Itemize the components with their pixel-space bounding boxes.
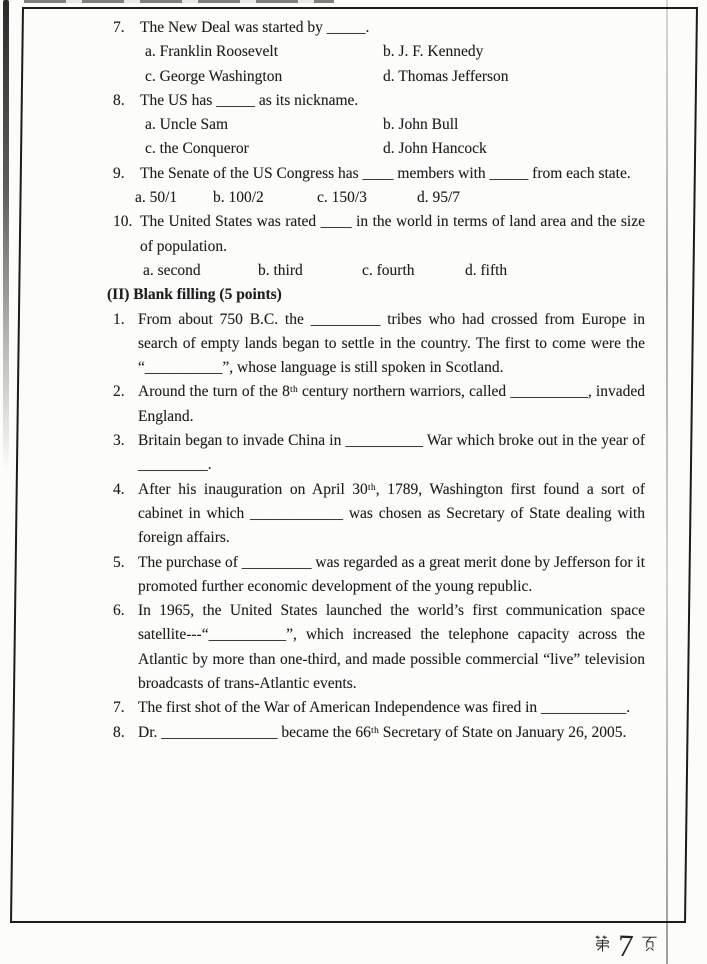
- question-line: [113, 89, 645, 113]
- option-d: d. fifth: [465, 261, 508, 279]
- item-text: Dr. _______________ became the 66ᵗʰ Secretary of State on January 26, 2005.: [138, 723, 627, 741]
- footer-suffix-char: [641, 935, 658, 952]
- option-d: d. John Hancock: [383, 140, 487, 158]
- option-c: c. the Conqueror: [145, 140, 249, 158]
- question-text: The United States was rated ____ in the world in terms of land area and the size of population.: [140, 213, 645, 255]
- blank-item-1: [113, 308, 645, 381]
- blank-item-8: [113, 721, 645, 745]
- question-text: The Senate of the US Congress has ____ members with _____ from each state.: [140, 164, 631, 182]
- question-text: The New Deal was started by _____.: [140, 19, 370, 36]
- item-text: From about 750 B.C. the _________ tribes who had crossed from Europe in search of empty lands began to settle in the country. The first to come were the “__________”, whose language is still spoken in Scotland.: [138, 310, 645, 377]
- options-row: [135, 186, 645, 210]
- scan-edge-artifact-left: [3, 0, 9, 470]
- item-text: Britain began to invade China in __________ War which broke out in the year of _________.: [138, 432, 645, 474]
- option-d: d. Thomas Jefferson: [383, 67, 509, 85]
- option-b: b. 100/2: [213, 189, 264, 207]
- options-grid: [145, 113, 645, 162]
- option-a: a. second: [143, 261, 201, 279]
- options-grid: [145, 40, 645, 89]
- options-row: [143, 259, 645, 283]
- blank-item-4: [113, 478, 645, 551]
- item-number: 4.: [113, 480, 125, 498]
- footer-prefix-char: [594, 935, 611, 952]
- blank-item-2: [113, 380, 645, 429]
- option-c: c. fourth: [362, 261, 415, 279]
- blank-item-5: [113, 551, 645, 600]
- page-footer: [594, 924, 658, 962]
- mc-question-7: [113, 16, 645, 89]
- option-b: b. J. F. Kennedy: [383, 43, 484, 61]
- mc-question-9: [113, 162, 645, 211]
- scan-edge-artifact-top: [24, 0, 334, 3]
- exam-content: [107, 16, 645, 745]
- option-b: b. third: [258, 261, 303, 279]
- item-number: 8.: [113, 723, 125, 741]
- option-b: b. John Bull: [383, 116, 459, 134]
- question-line: [113, 210, 645, 259]
- blank-item-3: [113, 429, 645, 478]
- option-d: d. 95/7: [417, 189, 461, 207]
- item-text: The purchase of _________ was regarded as a great merit done by Jefferson for it promoted further economic development of the young republic.: [138, 553, 645, 595]
- question-number: 7.: [113, 19, 125, 36]
- item-number: 2.: [113, 383, 125, 401]
- blank-filling-heading: (II) Blank filling (5 points): [107, 286, 282, 304]
- item-number: 3.: [113, 432, 125, 450]
- question-number: 10.: [113, 213, 133, 231]
- question-line: [113, 162, 645, 186]
- question-line: [113, 16, 645, 40]
- footer-page-number: 7: [617, 927, 635, 963]
- item-text: In 1965, the United States launched the world’s first communication space satellite---“__________”, which increased the telephone capacity across the Atlantic by more than one-third, and made possible commercial “live” television broadcasts of trans-Atlantic events.: [138, 602, 645, 693]
- blank-item-6: [113, 599, 645, 696]
- item-number: 6.: [113, 602, 125, 620]
- option-c: c. 150/3: [317, 189, 367, 207]
- mc-question-8: [113, 89, 645, 162]
- option-a: a. Franklin Roosevelt: [145, 43, 279, 61]
- item-text: Around the turn of the 8ᵗʰ century northern warriors, called __________, invaded England.: [138, 383, 645, 425]
- question-number: 8.: [113, 91, 125, 109]
- item-number: 1.: [113, 310, 125, 328]
- item-number: 5.: [113, 553, 125, 571]
- question-text: The US has _____ as its nickname.: [140, 91, 359, 109]
- item-text: The first shot of the War of American Independence was fired in ___________.: [138, 699, 631, 717]
- question-number: 9.: [113, 164, 125, 182]
- mc-question-10: [113, 210, 645, 283]
- option-a: a. 50/1: [135, 189, 178, 207]
- blank-item-7: [113, 696, 645, 720]
- item-text: After his inauguration on April 30ᵗʰ, 1789, Washington first found a sort of cabinet in which ____________ was chosen as Secretary of State dealing with foreign affairs.: [138, 480, 645, 547]
- option-a: a. Uncle Sam: [145, 116, 229, 134]
- item-number: 7.: [113, 699, 125, 717]
- option-c: c. George Washington: [145, 67, 283, 85]
